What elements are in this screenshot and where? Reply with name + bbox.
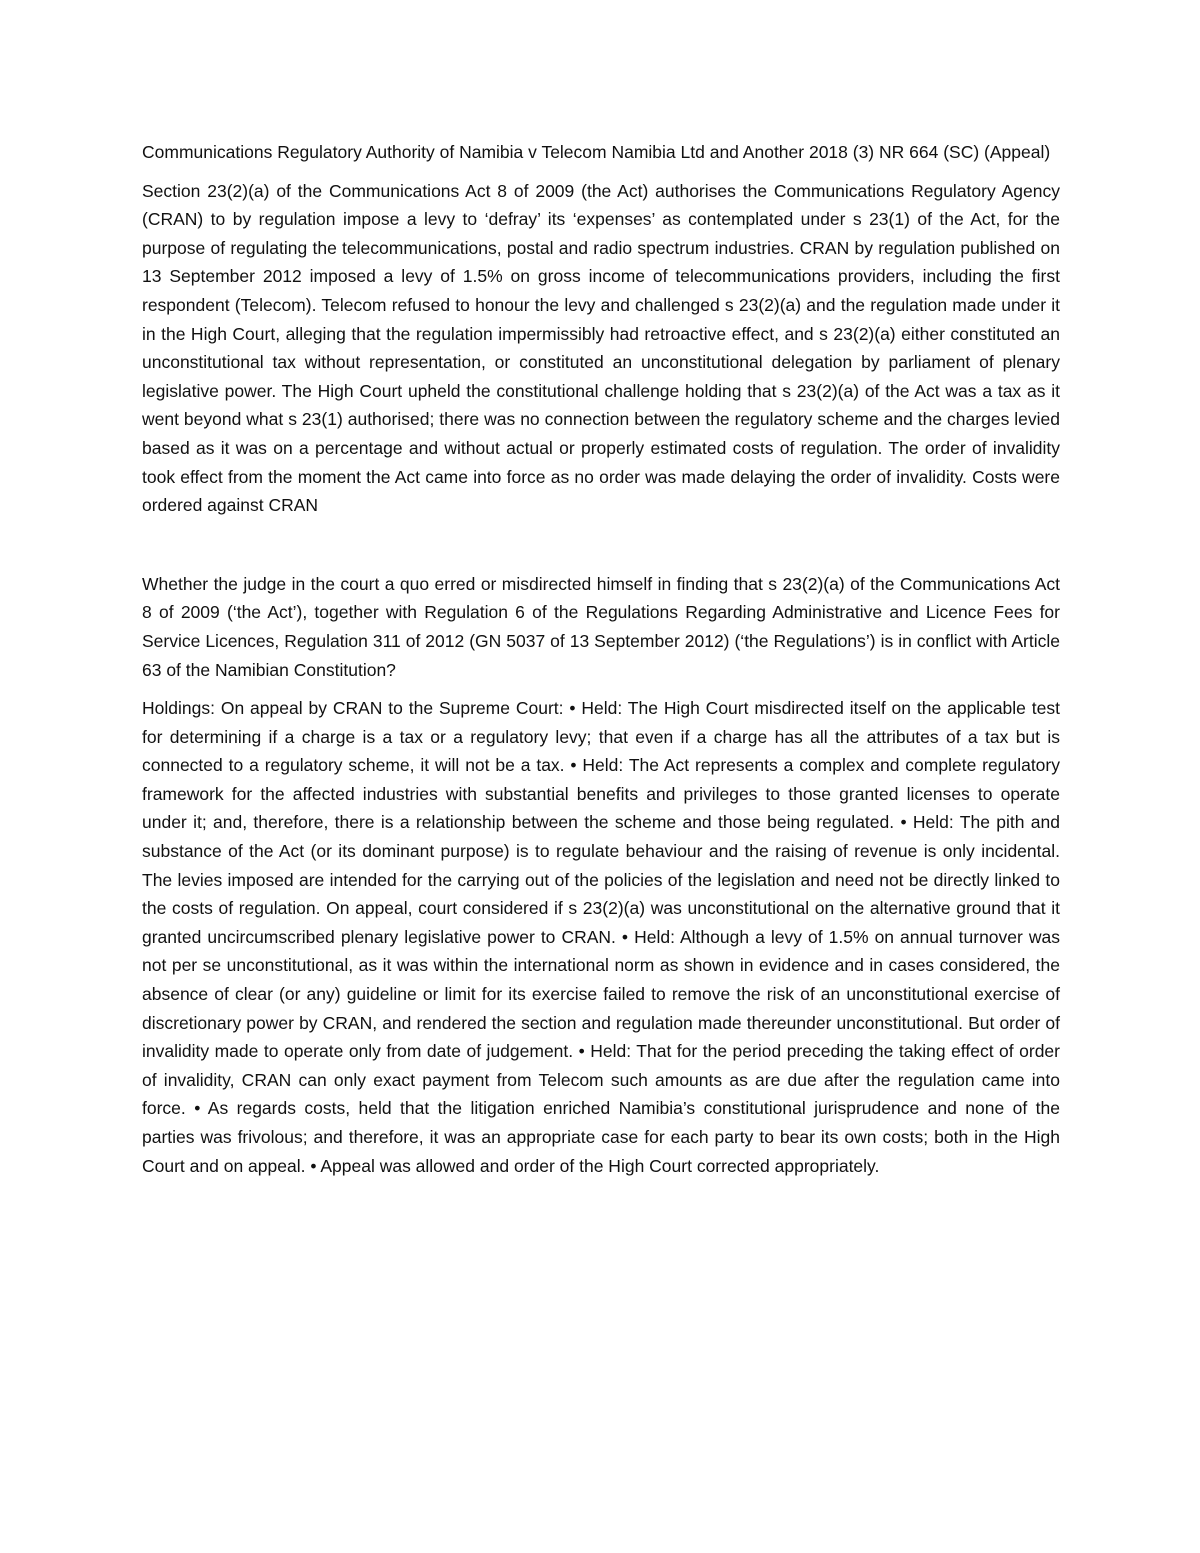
holdings-paragraph: Holdings: On appeal by CRAN to the Supreme Court: • Held: The High Court misdirected itself on the applicable test for determining if a charge is a tax or a regulatory levy; that even if a charge has all the attributes of a tax but is connected to a regulatory scheme, it will not be a tax. • Held: The Act represents a complex and complete regulatory framework for the affected industries with substantial benefits and privileges to those granted licenses to operate under it; and, therefore, there is a relationship between the scheme and those being regulated. • Held: The pith and substance of the Act (or its dominant purpose) is to regulate behaviour and the raising of revenue is only incidental. The levies imposed are intended for the carrying out of the policies of the legislation and need not be directly linked to the costs of regulation. On appeal, court considered if s 23(2)(a) was unconstitutional on the alternative ground that it granted uncircumscribed plenary legislative power to CRAN. • Held: Although a levy of 1.5% on annual turnover was not per se unconstitutional, as it was within the international norm as shown in evidence and in cases considered, the absence of clear (or any) guideline or limit for its exercise failed to remove the risk of an unconstitutional exercise of discretionary power by CRAN, and rendered the section and regulation made thereunder unconstitutional. But order of invalidity made to operate only from date of judgement. • Held: That for the period preceding the taking effect of order of invalidity, CRAN can only exact payment from Telecom such amounts as are due after the regulation came into force. • As regards costs, held that the litigation enriched Namibia’s constitutional jurisprudence and none of the parties was frivolous; and therefore, it was an appropriate case for each party to bear its own costs; both in the High Court and on appeal. • Appeal was allowed and order of the High Court corrected appropriately. (142, 698, 1060, 1176)
paragraph-spacer (142, 520, 1060, 570)
case-facts-paragraph: Section 23(2)(a) of the Communications Act 8 of 2009 (the Act) authorises the Communications Regulatory Agency (CRAN) to by regulation impose a levy to ‘defray’ its ‘expenses’ as contemplated under s 23(1) of the Act, for the purpose of regulating the telecommunications, postal and radio spectrum industries. CRAN by regulation published on 13 September 2012 imposed a levy of 1.5% on gross income of telecommunications providers, including the first respondent (Telecom). Telecom refused to honour the levy and challenged s 23(2)(a) and the regulation made under it in the High Court, alleging that the regulation impermissibly had retroactive effect, and s 23(2)(a) either constituted an unconstitutional tax without representation, or constituted an unconstitutional delegation by parliament of plenary legislative power. The High Court upheld the constitutional challenge holding that s 23(2)(a) of the Act was a tax as it went beyond what s 23(1) authorised; there was no connection between the regulatory scheme and the charges levied based as it was on a percentage and without actual or properly estimated costs of regulation. The order of invalidity took effect from the moment the Act came into force as no order was made delaying the order of invalidity. Costs were ordered against CRAN (142, 180, 1060, 516)
case-citation-title: Communications Regulatory Authority of Namibia v Telecom Namibia Ltd and Another 2018 (3) NR 664 (SC) (Appeal) (142, 142, 1051, 162)
document-page (142, 138, 1060, 1180)
issue-paragraph: Whether the judge in the court a quo erred or misdirected himself in finding that s 23(2)(a) of the Communications Act 8 of 2009 (‘the Act’), together with Regulation 6 of the Regulations Regarding Administrative and Licence Fees for Service Licences, Regulation 311 of 2012 (GN 5037 of 13 September 2012) (‘the Regulations’) is in conflict with Article 63 of the Namibian Constitution? (142, 573, 1060, 680)
